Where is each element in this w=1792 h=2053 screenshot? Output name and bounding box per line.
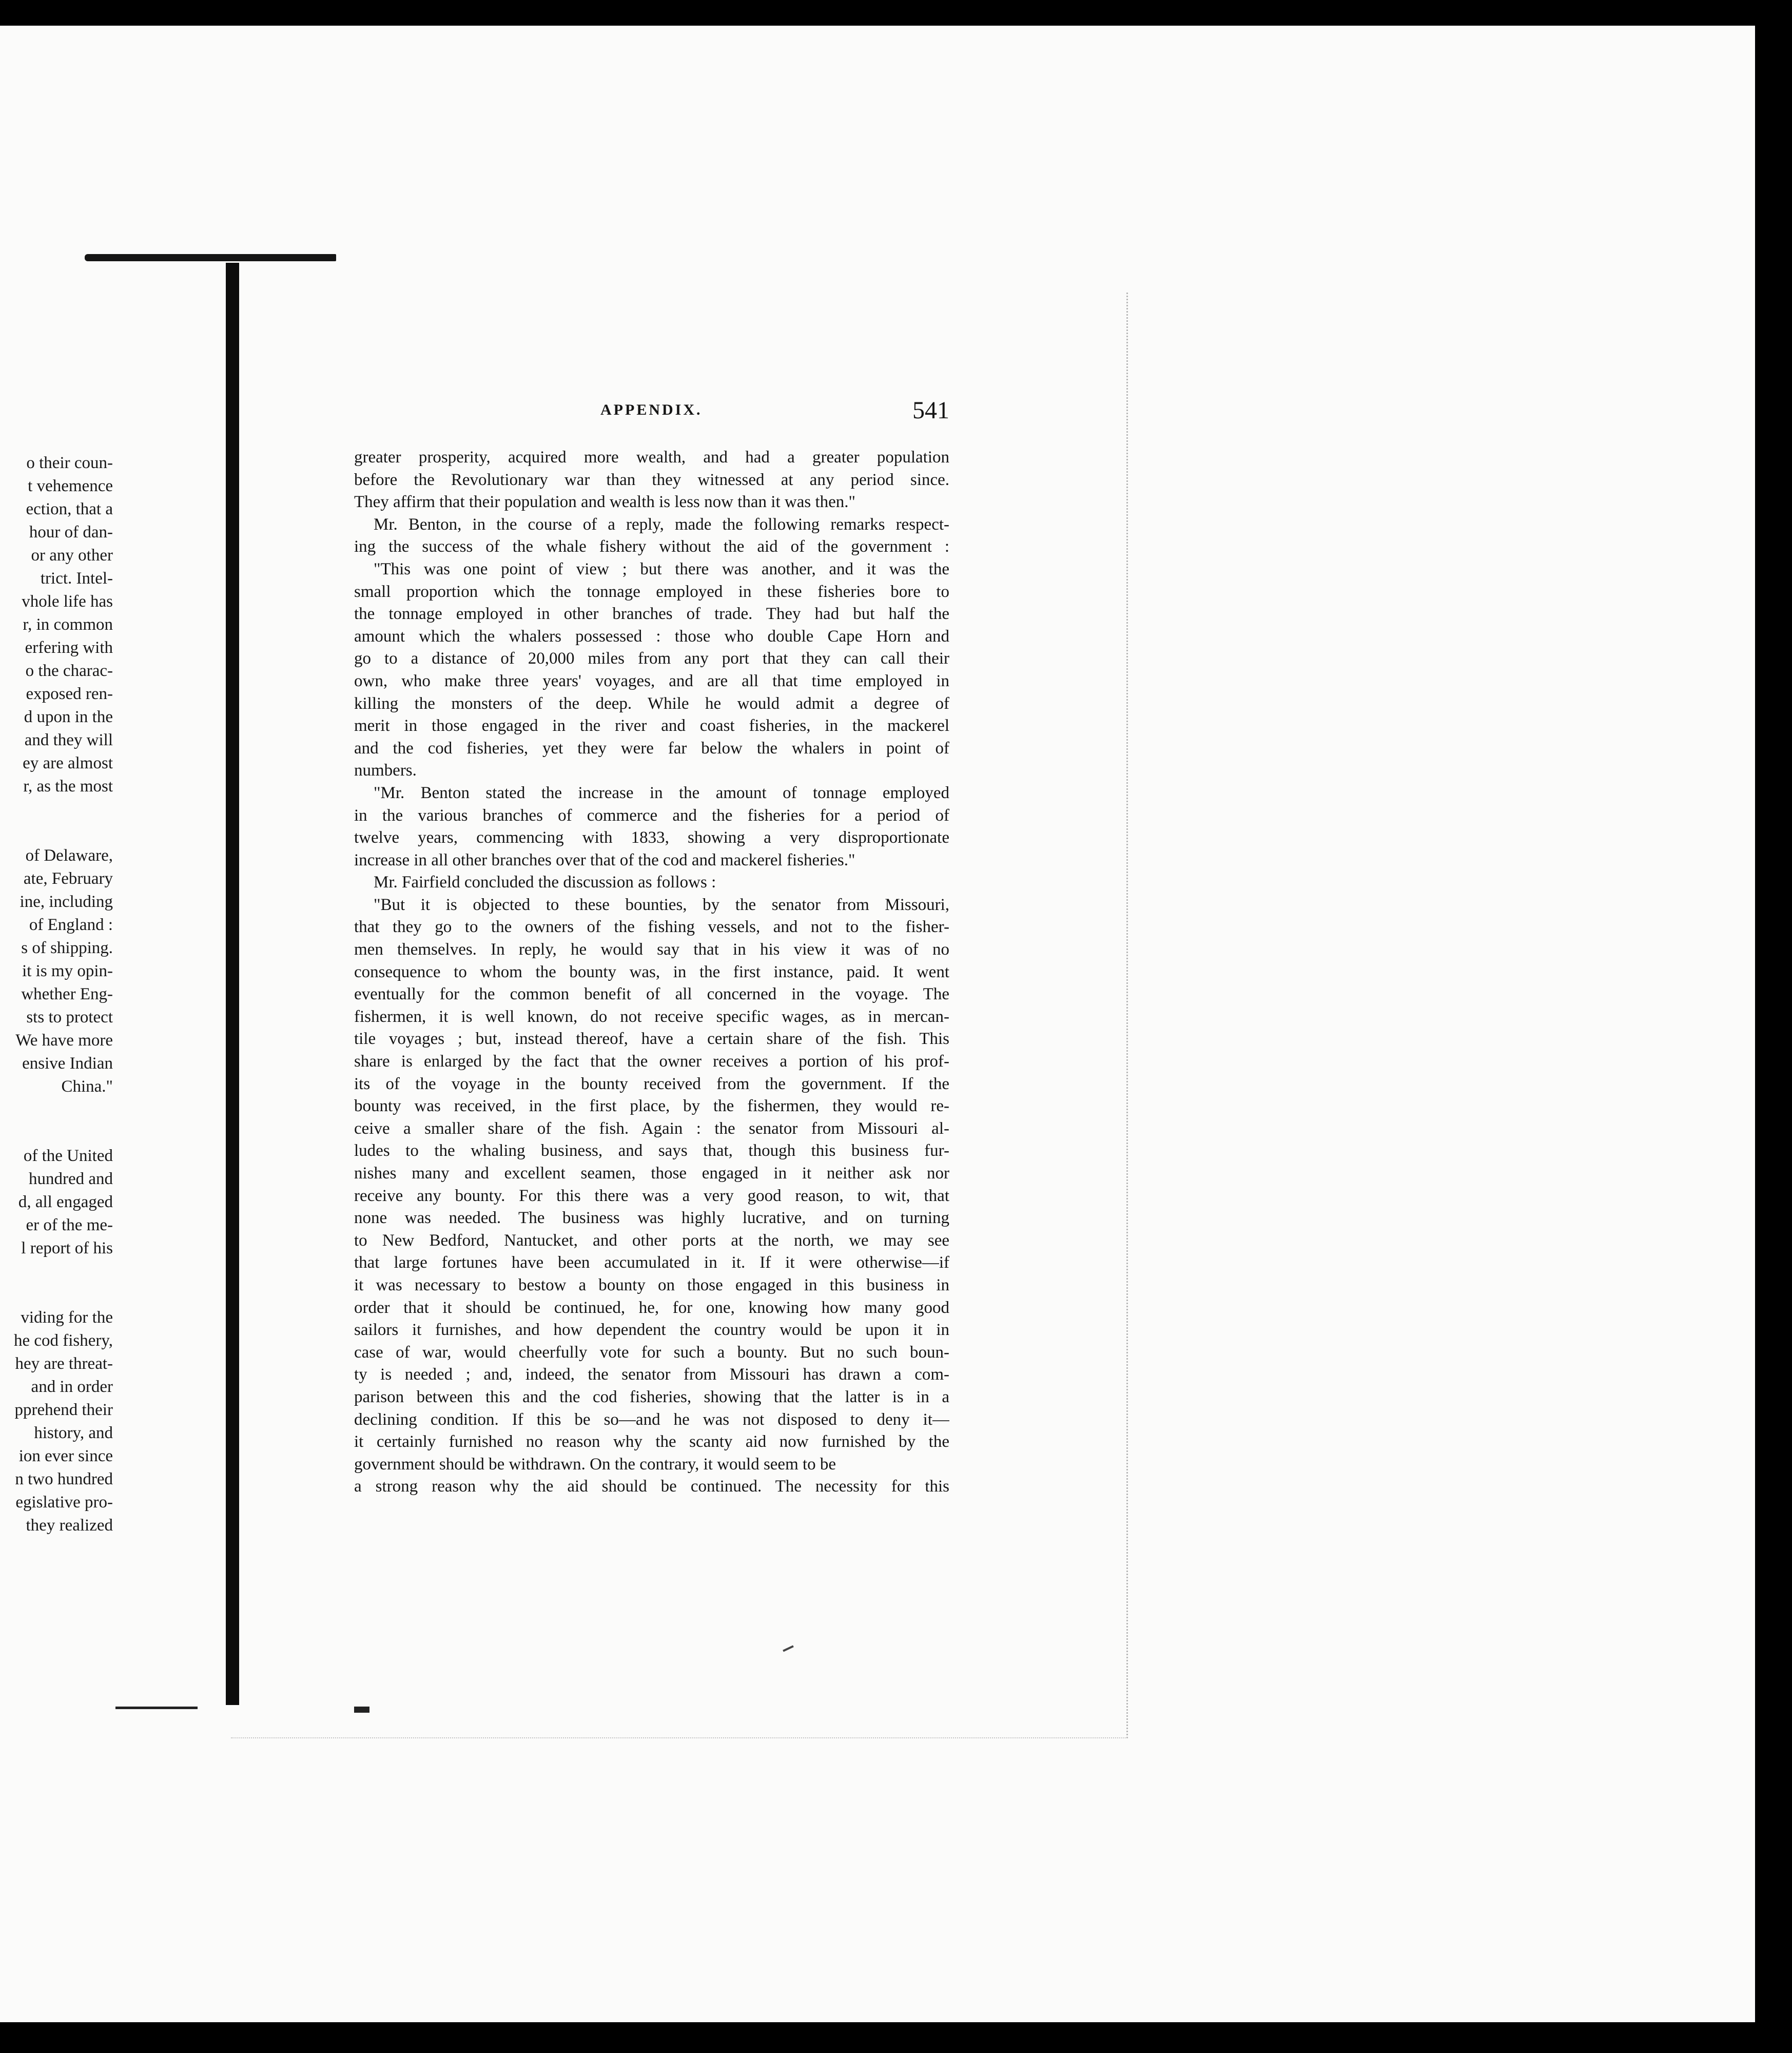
body-line: consequence to whom the bounty was, in the first instance, paid. It went [354,962,949,981]
body-line: "This was one point of view ; but there was another, and it was the [374,559,949,578]
fragment-line: r, as the most [23,777,113,796]
fragment-line: d, all engaged [18,1193,113,1211]
body-line: amount which the whalers possessed : those who double Cape Horn and [354,627,949,646]
fragment-line: ate, February [23,869,113,888]
body-line: share is enlarged by the fact that the owner receives a portion of his prof- [354,1052,949,1071]
body-line: nishes many and excellent seamen, those engaged in it neither ask nor [354,1164,949,1183]
foot-mark-right [354,1707,369,1713]
fragment-line: China." [61,1077,113,1096]
running-head [354,396,949,427]
running-head-title: APPENDIX. [600,401,703,418]
body-line: that large fortunes have been accumulated in it. If it were otherwise—if [354,1253,949,1272]
body-line: "Mr. Benton stated the increase in the amount of tonnage employed [374,783,949,802]
body-line: They affirm that their population and wealth is less now than it was then." [354,493,855,512]
fragment-line: ection, that a [26,500,113,518]
body-line: twelve years, commencing with 1833, showing a very disproportionate [354,828,949,847]
body-line: none was needed. The business was highly lucrative, and on turning [354,1209,949,1228]
fragment-line: of Delaware, [25,846,113,865]
fragment-line: trict. Intel- [40,569,113,588]
fragment-gap [0,1098,113,1145]
body-line: and the cod fisheries, yet they were far below the whalers in point of [354,739,949,758]
body-line: a strong reason why the aid should be continued. The necessity for this [354,1477,949,1496]
page-number: 541 [912,397,949,424]
fragment-line: sts to protect [26,1008,113,1026]
body-line: eventually for the common benefit of all concerned in the voyage. The [354,985,949,1004]
left-page-fragment [0,452,113,1537]
fragment-line: history, and [34,1424,113,1442]
fragment-line: o their coun- [26,454,113,472]
body-line: go to a distance of 20,000 miles from any port that they can call their [354,649,949,668]
body-line: ing the success of the whale fishery without the aid of the government : [354,537,949,556]
fragment-line: o the charac- [25,662,113,680]
fragment-line: hour of dan- [29,523,113,541]
fragment-line: hundred and [28,1170,113,1188]
body-line: killing the monsters of the deep. While he would admit a degree of [354,694,949,713]
fragment-gap [0,798,113,844]
fragment-line: of England : [29,916,113,934]
body-text [354,447,949,1498]
body-line: order that it should be continued, he, for one, knowing how many good [354,1298,949,1317]
fragment-line: We have more [15,1031,113,1050]
body-line: to New Bedford, Nantucket, and other ports at the north, we may see [354,1231,949,1250]
body-line: it was necessary to bestow a bounty on those engaged in this business in [354,1275,949,1294]
fragment-line: s of shipping. [21,939,113,957]
fragment-line: of the United [23,1147,113,1165]
body-line: ceive a smaller share of the fish. Again : the senator from Missouri al- [354,1119,949,1138]
fragment-line: ine, including [20,893,113,911]
fragment-line: ensive Indian [22,1054,113,1073]
body-line: numbers. [354,761,417,780]
body-line: merit in those engaged in the river and coast fisheries, in the mackerel [354,716,949,735]
binding-bar [226,263,239,1705]
body-line: Mr. Fairfield concluded the discussion as follows : [374,873,716,892]
body-line: ludes to the whaling business, and says that, though this business fur- [354,1141,949,1160]
body-line: that they go to the owners of the fishing vessels, and not to the fisher- [354,918,949,937]
fragment-line: vhole life has [22,592,113,611]
fragment-line: erfering with [25,638,113,657]
body-line: its of the voyage in the bounty received from the government. If the [354,1074,949,1093]
fragment-line: exposed ren- [26,685,113,703]
fragment-line: and in order [31,1378,113,1396]
body-line: declining condition. If this be so—and he was not disposed to deny it— [354,1410,949,1429]
body-line: "But it is objected to these bounties, by the senator from Missouri, [374,895,949,914]
fragment-line: whether Eng- [21,985,113,1003]
body-line: the tonnage employed in other branches of trade. They had but half the [354,605,949,624]
body-line: fishermen, it is well known, do not receive specific wages, as in mercan- [354,1007,949,1026]
fragment-line: or any other [31,546,113,565]
fragment-line: and they will [24,731,113,749]
foot-mark-left [115,1707,198,1709]
fragment-line: ey are almost [23,754,113,772]
body-line: receive any bounty. For this there was a very good reason, to wit, that [354,1186,949,1205]
fragment-line: viding for the [21,1308,113,1327]
fragment-line: l report of his [21,1239,113,1257]
body-line: in the various branches of commerce and the fisheries for a period of [354,806,949,825]
body-line: own, who make three years' voyages, and are all that time employed in [354,671,949,690]
body-line: Mr. Benton, in the course of a reply, made the following remarks respect- [374,515,949,534]
body-line: sailors it furnishes, and how dependent the country would be upon it in [354,1321,949,1340]
fragment-line: hey are threat- [15,1354,113,1373]
fragment-line: pprehend their [14,1401,113,1419]
fragment-line: he cod fishery, [13,1331,113,1350]
body-line: it certainly furnished no reason why the scanty aid now furnished by the [354,1432,949,1451]
body-line: bounty was received, in the first place, by the fishermen, they would re- [354,1097,949,1116]
fragment-line: ion ever since [18,1447,113,1465]
fragment-line: n two hundred [15,1470,113,1488]
body-line: before the Revolutionary war than they witnessed at any period since. [354,470,949,489]
fragment-line: r, in common [23,615,113,634]
fragment-line: it is my opin- [22,962,113,980]
body-line: parison between this and the cod fisheries, showing that the latter is in a [354,1387,949,1406]
binding-top-rule [85,254,336,261]
body-line: tile voyages ; but, instead thereof, have a certain share of the fish. This [354,1030,949,1049]
fragment-line: egislative pro- [15,1493,113,1512]
fragment-gap [0,1260,113,1306]
body-line: government should be withdrawn. On the contrary, it would seem to be [354,1455,836,1474]
fragment-line: they realized [26,1516,113,1535]
body-line: increase in all other branches over that of the cod and mackerel fisheries." [354,850,855,869]
body-line: ty is needed ; and, indeed, the senator from Missouri has drawn a com- [354,1365,949,1384]
body-line: small proportion which the tonnage employed in these fisheries bore to [354,582,949,601]
fragment-line: er of the me- [26,1216,113,1234]
fragment-line: d upon in the [24,708,113,726]
body-line: men themselves. In reply, he would say that in his view it was of no [354,940,949,959]
body-line: greater prosperity, acquired more wealth, and had a greater population [354,448,949,467]
fragment-line: t vehemence [28,477,113,495]
body-line: case of war, would cheerfully vote for such a bounty. But no such boun- [354,1343,949,1362]
